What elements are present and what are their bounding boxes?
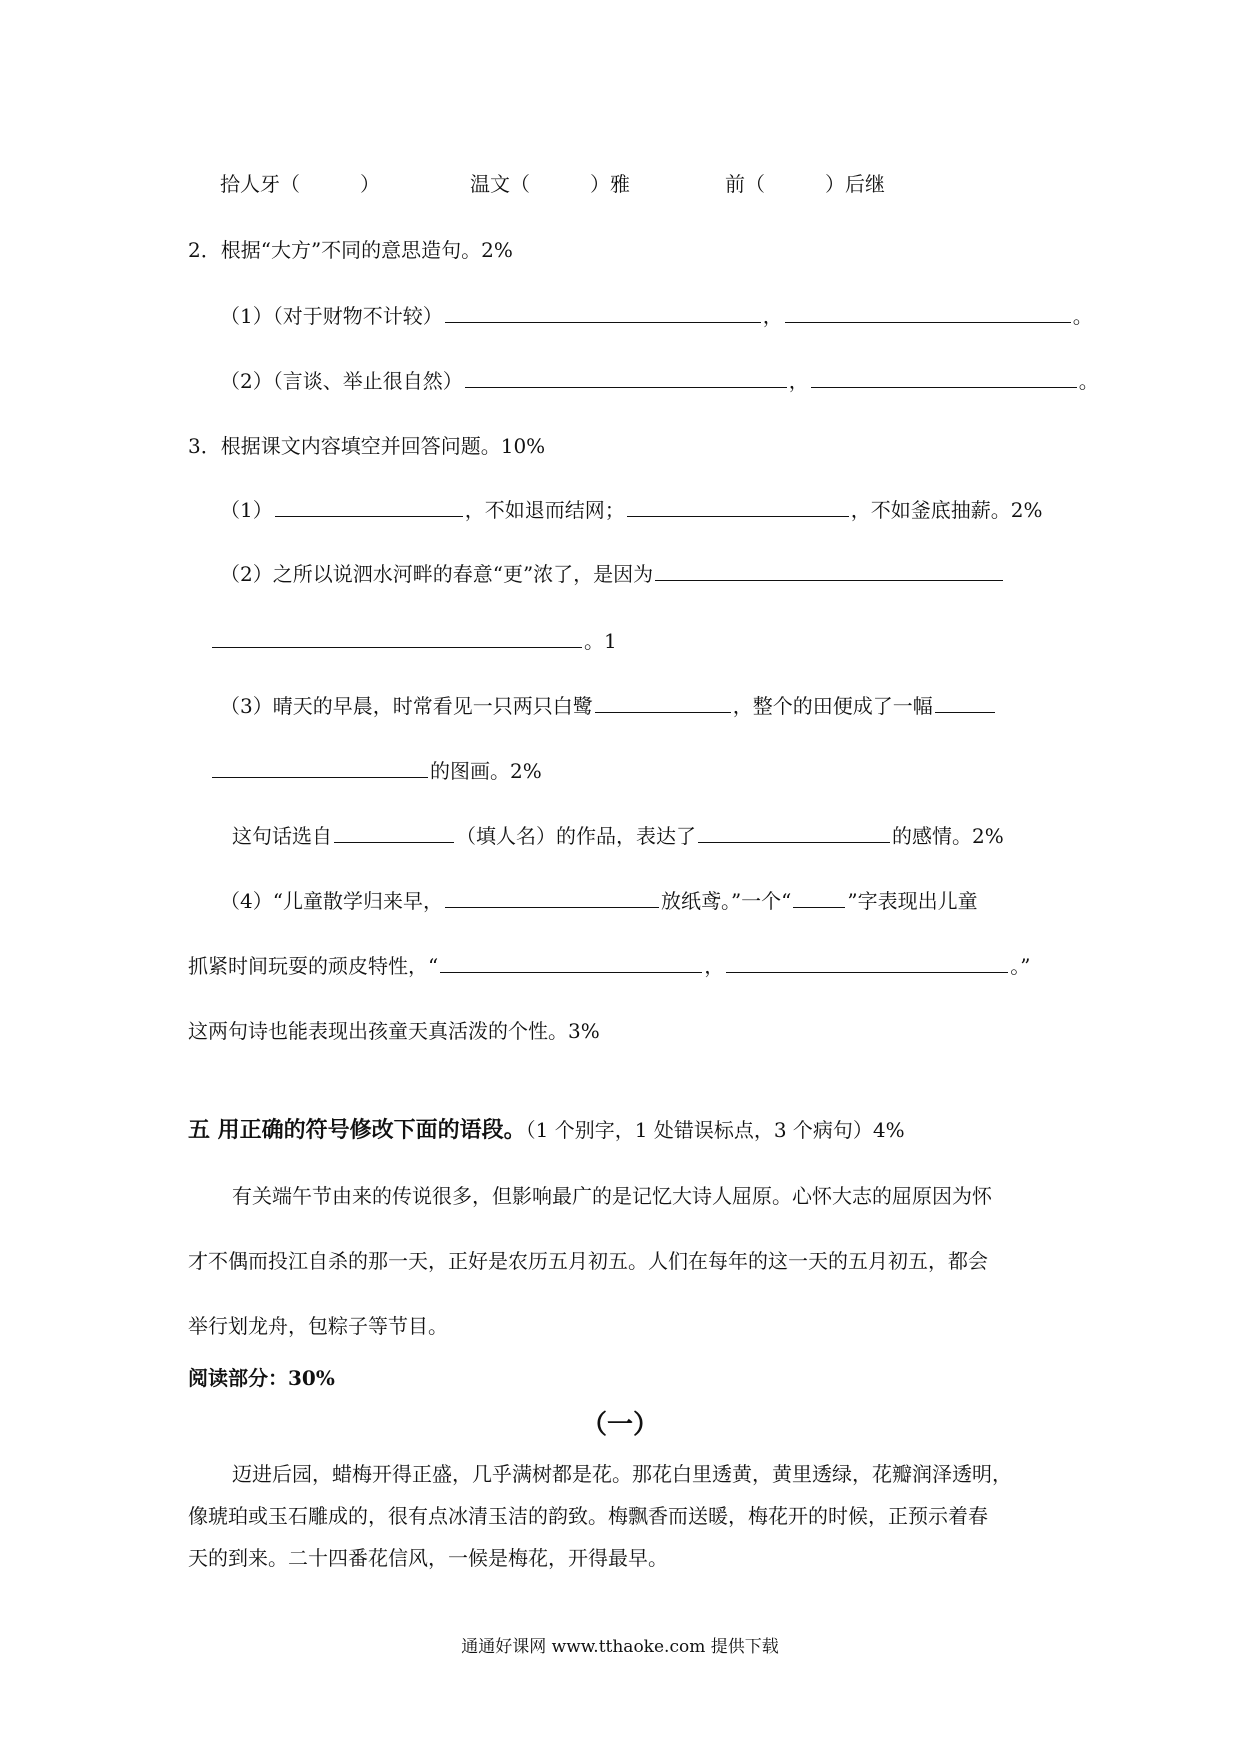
- reading-paragraph-line-1: 迈进后园，蜡梅开得正盛，几乎满树都是花。那花白里透黄，黄里透绿，花瓣润泽透明，: [232, 1462, 1012, 1486]
- sub-4b-end: 。”: [1010, 954, 1031, 978]
- sub-3-end: 的图画。2%: [430, 759, 542, 783]
- answer-blank[interactable]: [627, 496, 849, 517]
- comma: ，: [788, 369, 809, 393]
- answer-blank[interactable]: [726, 952, 1008, 973]
- idiom-item-3: 前（ ）后继: [725, 172, 885, 196]
- answer-blank[interactable]: [698, 822, 890, 843]
- answer-blank[interactable]: [445, 302, 761, 323]
- follow-up-start: 这句话选自: [232, 824, 332, 848]
- question-3-sub-3-follow-up: [232, 822, 1004, 850]
- section-5-note: （1 个别字，1 处错误标点，3 个病句）4%: [525, 1118, 905, 1142]
- question-3-sub-4-closing: 这两句诗也能表现出孩童天真活泼的个性。3%: [188, 1019, 600, 1043]
- answer-blank[interactable]: [465, 367, 787, 388]
- sub-2-label: （2）（言谈、举止很自然）: [220, 369, 463, 393]
- answer-blank[interactable]: [334, 822, 454, 843]
- section-5-heading-line: [188, 1116, 905, 1144]
- answer-blank[interactable]: [445, 887, 659, 908]
- answer-blank[interactable]: [655, 560, 1003, 581]
- question-2-sub-2: [220, 367, 1099, 395]
- answer-blank[interactable]: [212, 757, 428, 778]
- answer-blank[interactable]: [793, 887, 845, 908]
- question-2-sub-1: [220, 302, 1093, 330]
- question-3-sub-2: [220, 560, 1005, 588]
- reading-paragraph-line-3: 天的到来。二十四番花信风，一候是梅花，开得最早。: [188, 1546, 668, 1570]
- question-2-stem: 2．根据“大方”不同的意思造句。2%: [188, 238, 513, 262]
- sub-4b-comma: ，: [704, 954, 725, 978]
- sub-1-label: （1）: [220, 498, 273, 522]
- section-5-paragraph-line-2: 才不偶而投江自杀的那一天，正好是农历五月初五。人们在每年的这一天的五月初五，都会: [188, 1249, 988, 1273]
- sub-4-middle: 放纸鸢。”一个“: [660, 889, 792, 913]
- sub-4-start: （4）“儿童散学归来早，: [220, 889, 443, 913]
- sub-3-text: （3）晴天的早晨，时常看见一只两只白鹭: [220, 694, 593, 718]
- sub-1-end: ，不如釜底抽薪。2%: [850, 498, 1043, 522]
- answer-blank[interactable]: [785, 302, 1071, 323]
- reading-part-title: （一）: [580, 1410, 659, 1440]
- answer-blank[interactable]: [275, 496, 463, 517]
- section-5-paragraph-line-1: 有关端午节由来的传说很多，但影响最广的是记忆大诗人屈原。心怀大志的屈原因为怀: [232, 1184, 992, 1208]
- question-3-sub-1: [220, 496, 1042, 524]
- sub-3-middle: ，整个的田便成了一幅: [732, 694, 933, 718]
- answer-blank[interactable]: [935, 692, 995, 713]
- sub-4-end: ”字表现出儿童: [847, 889, 978, 913]
- question-3-sub-3: [220, 692, 997, 720]
- idiom-item-2: 温文（ ）雅: [470, 172, 630, 196]
- sub-1-middle: ，不如退而结网；: [464, 498, 625, 522]
- reading-heading: 阅读部分：30%: [188, 1366, 335, 1390]
- page-footer: 通通好课网 www.tthaoke.com 提供下载: [461, 1637, 779, 1657]
- section-5-paragraph-line-3: 举行划龙舟，包粽子等节目。: [188, 1314, 448, 1338]
- comma: ，: [762, 304, 783, 328]
- period: 。: [1072, 304, 1093, 328]
- follow-up-middle: （填人名）的作品，表达了: [456, 824, 696, 848]
- answer-blank[interactable]: [212, 627, 582, 648]
- question-3-stem: 3．根据课文内容填空并回答问题。10%: [188, 434, 546, 458]
- follow-up-end: 的感情。2%: [892, 824, 1004, 848]
- question-3-sub-4: [220, 887, 978, 915]
- question-3-sub-2-continued: [210, 627, 617, 655]
- sub-2-end: 。1: [584, 629, 617, 653]
- question-3-sub-3-continued: [210, 757, 542, 785]
- sub-4b-start: 抓紧时间玩耍的顽皮特性，“: [188, 954, 439, 978]
- reading-paragraph-line-2: 像琥珀或玉石雕成的，很有点冰清玉洁的韵致。梅飘香而送暖，梅花开的时候，正预示着春: [188, 1504, 988, 1528]
- section-5-heading: 五 用正确的符号修改下面的语段。: [188, 1117, 526, 1143]
- sub-2-text: （2）之所以说泗水河畔的春意“更”浓了，是因为: [220, 562, 654, 586]
- answer-blank[interactable]: [811, 367, 1077, 388]
- question-3-sub-4-continued: [188, 952, 1030, 980]
- answer-blank[interactable]: [440, 952, 702, 973]
- period: 。: [1078, 369, 1099, 393]
- sub-1-label: （1）（对于财物不计较）: [220, 304, 443, 328]
- answer-blank[interactable]: [595, 692, 731, 713]
- idiom-item-1: 拾人牙（ ）: [220, 172, 380, 196]
